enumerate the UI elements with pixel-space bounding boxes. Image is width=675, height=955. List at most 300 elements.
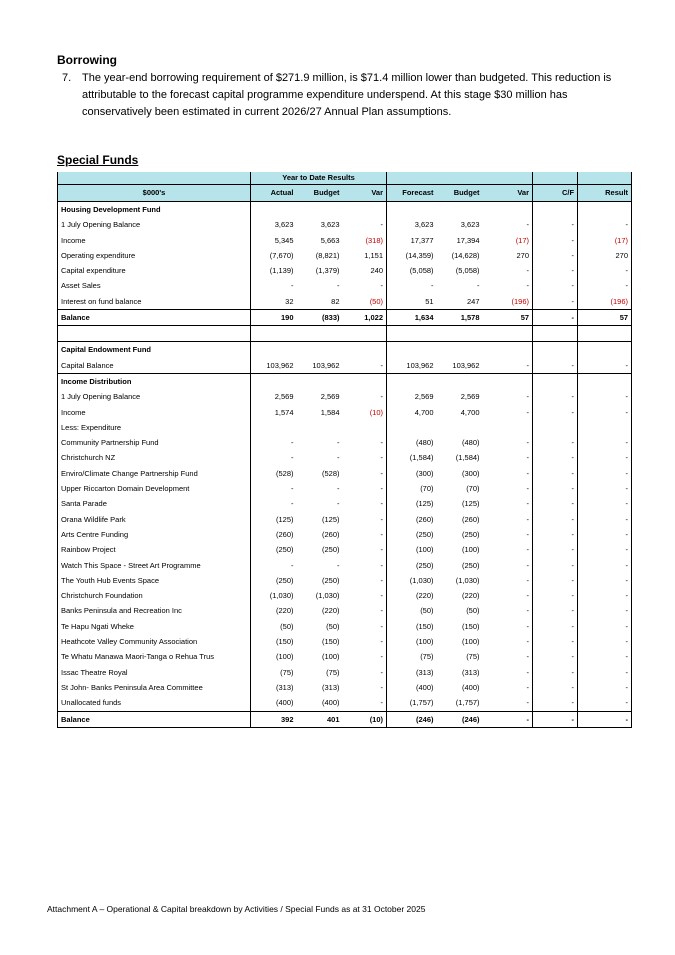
row-value: - <box>578 649 632 664</box>
row-value: - <box>533 481 578 496</box>
item-number: 7. <box>62 72 72 84</box>
row-value: - <box>578 466 632 481</box>
row-value: (250) <box>321 575 340 585</box>
row-value: (75) <box>326 667 340 677</box>
row-label: Asset Sales <box>58 278 251 293</box>
row-value: (1,030) <box>315 591 340 601</box>
table-cell <box>297 373 343 389</box>
row-label: Unallocated funds <box>58 695 251 711</box>
row-value: - <box>578 527 632 542</box>
fund-title: Capital Endowment Fund <box>58 342 251 358</box>
row-value: (250) <box>275 545 294 555</box>
row-value: - <box>533 527 578 542</box>
row-value: - <box>343 573 387 588</box>
table-cell <box>533 326 578 342</box>
row-value: - <box>483 680 533 695</box>
column-header: Budget <box>297 185 343 202</box>
row-label: 1 July Opening Balance <box>58 217 251 232</box>
row-value: (260) <box>321 529 340 539</box>
row-label: Balance <box>58 310 251 326</box>
table-row <box>58 573 632 588</box>
row-value: - <box>483 217 533 232</box>
row-value: 5,663 <box>320 235 340 245</box>
row-value: 240 <box>343 263 387 278</box>
section-label: Less: Expenditure <box>58 420 251 435</box>
row-value: - <box>483 695 533 711</box>
row-value: - <box>291 560 294 570</box>
row-value: - <box>483 496 533 511</box>
row-value: (1,757) <box>455 698 480 708</box>
table-cell <box>483 202 533 218</box>
row-label: Capital Balance <box>58 358 251 374</box>
row-value: (125) <box>462 499 480 509</box>
row-label: Upper Riccarton Domain Development <box>58 481 251 496</box>
row-label: Banks Peninsula and Recreation Inc <box>58 603 251 618</box>
column-header: Var <box>483 185 533 202</box>
table-cell <box>343 373 387 389</box>
column-header: Actual <box>251 185 297 202</box>
row-value: - <box>337 438 340 448</box>
group-header-row <box>58 172 632 185</box>
row-value: - <box>483 278 533 293</box>
row-value: (75) <box>420 652 434 662</box>
table-row <box>58 405 632 420</box>
row-value: 32 <box>285 296 294 306</box>
table-row <box>58 558 632 573</box>
table-row <box>58 481 632 496</box>
special-funds-title: Special Funds <box>57 153 139 167</box>
row-value: (250) <box>416 560 434 570</box>
table-cell <box>437 326 483 342</box>
table-cell <box>251 420 297 435</box>
row-value: - <box>578 450 632 465</box>
section-label: Income Distribution <box>58 373 251 389</box>
row-value: - <box>337 499 340 509</box>
row-value: (1,757) <box>409 698 434 708</box>
table-row <box>58 450 632 465</box>
row-value: 103,962 <box>387 358 437 374</box>
row-value: 82 <box>331 296 340 306</box>
row-value: - <box>533 558 578 573</box>
page-footer: Attachment A – Operational & Capital breakdown by Activities / Special Funds as at 31 October 2025 <box>47 904 426 914</box>
row-value: - <box>337 281 340 291</box>
row-value: 4,700 <box>414 407 434 417</box>
table-cell <box>437 342 483 358</box>
row-value: (318) <box>343 233 387 248</box>
row-label: Issac Theatre Royal <box>58 665 251 680</box>
table-cell <box>578 326 632 342</box>
table-row <box>58 294 632 310</box>
row-value: - <box>533 680 578 695</box>
row-value: - <box>343 527 387 542</box>
row-value: (125) <box>275 514 294 524</box>
row-value: - <box>578 496 632 511</box>
row-value: - <box>343 217 387 232</box>
row-value: - <box>343 680 387 695</box>
row-label: Te Whatu Manawa Maori-Tanga o Rehua Trus <box>58 649 251 664</box>
table-cell <box>578 172 632 185</box>
table-row <box>58 512 632 527</box>
row-value: 270 <box>483 248 533 263</box>
table-cell <box>483 420 533 435</box>
row-value: 3,623 <box>460 220 480 230</box>
table-cell <box>387 326 437 342</box>
row-value: 3,623 <box>274 220 294 230</box>
row-label: Income <box>58 405 251 420</box>
row-value: - <box>343 435 387 450</box>
row-value: 1,578 <box>437 310 483 326</box>
row-value: (125) <box>321 514 340 524</box>
table-cell <box>437 420 483 435</box>
row-value: 17,377 <box>410 235 434 245</box>
row-value: - <box>533 233 578 248</box>
row-value: 4,700 <box>460 407 480 417</box>
table-row <box>58 634 632 649</box>
table-cell <box>251 342 297 358</box>
row-value: - <box>533 649 578 664</box>
row-value: - <box>578 278 632 293</box>
table-row <box>58 466 632 481</box>
table-cell <box>578 342 632 358</box>
row-value: 1,151 <box>343 248 387 263</box>
row-value: - <box>343 496 387 511</box>
row-value: (260) <box>275 529 294 539</box>
row-value: - <box>483 558 533 573</box>
row-value: (260) <box>462 514 480 524</box>
row-value: (125) <box>416 499 434 509</box>
row-value: - <box>578 588 632 603</box>
table-row <box>58 695 632 711</box>
row-value: - <box>483 389 533 404</box>
row-value: (5,058) <box>409 266 434 276</box>
row-value: - <box>533 542 578 557</box>
column-header: Var <box>343 185 387 202</box>
row-value: (220) <box>321 606 340 616</box>
row-value: 57 <box>578 310 632 326</box>
row-value: (250) <box>462 560 480 570</box>
table-cell <box>343 420 387 435</box>
row-value: 57 <box>483 310 533 326</box>
row-value: - <box>483 573 533 588</box>
row-value: - <box>343 358 387 374</box>
row-value: 1,584 <box>320 407 340 417</box>
row-value: (1,030) <box>269 591 294 601</box>
row-value: 103,962 <box>437 358 483 374</box>
row-value: (1,584) <box>455 453 480 463</box>
column-header: $000's <box>58 185 251 202</box>
row-label: Interest on fund balance <box>58 294 251 310</box>
row-value: - <box>578 358 632 374</box>
table-cell <box>437 172 483 185</box>
row-value: (5,058) <box>455 266 480 276</box>
row-label: Enviro/Climate Change Partnership Fund <box>58 466 251 481</box>
row-label: Operating expenditure <box>58 248 251 263</box>
row-value: - <box>291 484 294 494</box>
row-value: - <box>343 649 387 664</box>
table-cell <box>387 420 437 435</box>
row-value: (313) <box>321 682 340 692</box>
row-value: (100) <box>416 637 434 647</box>
row-value: (100) <box>275 652 294 662</box>
row-value: (196) <box>578 294 632 310</box>
row-label: Watch This Space - Street Art Programme <box>58 558 251 573</box>
row-value: - <box>533 217 578 232</box>
less-expenditure-row <box>58 420 632 435</box>
row-value: - <box>578 695 632 711</box>
row-value: (7,670) <box>269 250 294 260</box>
table-row <box>58 680 632 695</box>
table-row <box>58 248 632 263</box>
row-value: (150) <box>416 621 434 631</box>
row-value: - <box>343 695 387 711</box>
row-value: (400) <box>416 682 434 692</box>
table-cell <box>533 342 578 358</box>
table-cell <box>297 326 343 342</box>
row-value: 5,345 <box>274 235 294 245</box>
row-label: St John- Banks Peninsula Area Committee <box>58 680 251 695</box>
row-value: - <box>533 405 578 420</box>
row-value: - <box>533 603 578 618</box>
row-value: - <box>483 649 533 664</box>
table-cell <box>533 172 578 185</box>
table-row <box>58 588 632 603</box>
row-value: - <box>291 438 294 448</box>
row-value: - <box>578 481 632 496</box>
row-value: - <box>533 466 578 481</box>
row-label: Arts Centre Funding <box>58 527 251 542</box>
row-value: 401 <box>297 711 343 727</box>
table-cell <box>343 342 387 358</box>
row-value: - <box>343 481 387 496</box>
row-value: - <box>337 484 340 494</box>
special-funds-table <box>57 172 632 728</box>
row-value: - <box>533 695 578 711</box>
row-value: (400) <box>321 698 340 708</box>
row-value: (1,030) <box>455 575 480 585</box>
table-cell <box>251 373 297 389</box>
group-header: Year to Date Results <box>251 172 387 185</box>
row-value: - <box>291 453 294 463</box>
row-value: - <box>533 711 578 727</box>
table-cell <box>578 420 632 435</box>
row-value: (300) <box>416 468 434 478</box>
row-value: (313) <box>275 682 294 692</box>
row-value: - <box>578 603 632 618</box>
row-value: - <box>337 560 340 570</box>
row-value: - <box>483 619 533 634</box>
table-cell <box>387 342 437 358</box>
row-value: (75) <box>466 652 480 662</box>
row-value: - <box>533 619 578 634</box>
balance-row <box>58 310 632 326</box>
row-value: - <box>343 450 387 465</box>
row-value: 247 <box>467 296 480 306</box>
row-value: (17) <box>578 233 632 248</box>
row-value: - <box>533 588 578 603</box>
row-value: (150) <box>275 637 294 647</box>
row-value: - <box>343 542 387 557</box>
row-label: The Youth Hub Events Space <box>58 573 251 588</box>
row-value: (1,379) <box>315 266 340 276</box>
row-label: Rainbow Project <box>58 542 251 557</box>
row-value: - <box>578 665 632 680</box>
row-value: (250) <box>275 575 294 585</box>
table-cell <box>387 202 437 218</box>
row-value: 2,569 <box>320 392 340 402</box>
table-cell <box>387 172 437 185</box>
row-value: - <box>533 310 578 326</box>
column-header: C/F <box>533 185 578 202</box>
row-value: (8,821) <box>315 250 340 260</box>
table-cell <box>251 326 297 342</box>
row-value: (75) <box>280 667 294 677</box>
row-value: - <box>483 512 533 527</box>
row-value: - <box>578 263 632 278</box>
row-value: (1,584) <box>409 453 434 463</box>
row-label <box>58 326 251 342</box>
table-row <box>58 435 632 450</box>
row-value: (100) <box>462 637 480 647</box>
row-value: (528) <box>275 468 294 478</box>
row-value: - <box>483 466 533 481</box>
row-value: (300) <box>462 468 480 478</box>
row-value: - <box>533 294 578 310</box>
row-value: - <box>483 263 533 278</box>
row-label: Orana Wildlife Park <box>58 512 251 527</box>
row-value: 17,394 <box>456 235 480 245</box>
borrowing-text: The year-end borrowing requirement of $271.9 million, is $71.4 million lower than budgeted. This reduction is attributable to the forecast capital programme expenditure underspend. At this stage $30 million has conservatively been estimated in current 2026/27 Annual Plan assumptions. <box>82 72 612 118</box>
fund-title: Housing Development Fund <box>58 202 251 218</box>
row-value: (70) <box>420 484 434 494</box>
table-cell <box>483 342 533 358</box>
row-value: (10) <box>343 711 387 727</box>
row-value: (833) <box>297 310 343 326</box>
row-value: (246) <box>437 711 483 727</box>
row-value: (50) <box>326 621 340 631</box>
table-row <box>58 649 632 664</box>
row-value: (14,359) <box>405 250 434 260</box>
table-row <box>58 278 632 293</box>
row-value: - <box>483 634 533 649</box>
row-value: - <box>483 665 533 680</box>
row-value: 190 <box>251 310 297 326</box>
row-value: 103,962 <box>251 358 297 374</box>
row-value: (50) <box>420 606 434 616</box>
row-value: - <box>533 573 578 588</box>
row-label: Community Partnership Fund <box>58 435 251 450</box>
column-header: Budget <box>437 185 483 202</box>
table-row <box>58 527 632 542</box>
row-value: (70) <box>466 484 480 494</box>
row-value: (1,139) <box>269 266 294 276</box>
row-value: - <box>291 499 294 509</box>
row-label: Income <box>58 233 251 248</box>
row-value: - <box>337 453 340 463</box>
row-value: 270 <box>578 248 632 263</box>
row-value: - <box>533 248 578 263</box>
table-row <box>58 389 632 404</box>
row-value: 2,569 <box>414 392 434 402</box>
fund-title-row <box>58 342 632 358</box>
row-value: (50) <box>280 621 294 631</box>
row-value: - <box>343 466 387 481</box>
row-value: - <box>578 634 632 649</box>
row-value: 1,022 <box>343 310 387 326</box>
row-value: - <box>533 435 578 450</box>
capital-balance-row <box>58 358 632 374</box>
row-value: - <box>578 680 632 695</box>
row-value: - <box>343 634 387 649</box>
row-value: (196) <box>483 294 533 310</box>
row-label: Christchurch NZ <box>58 450 251 465</box>
table-cell <box>578 373 632 389</box>
row-value: - <box>483 358 533 374</box>
row-value: 103,962 <box>297 358 343 374</box>
table-cell <box>343 326 387 342</box>
row-value: (250) <box>416 529 434 539</box>
row-value: - <box>533 263 578 278</box>
table-row <box>58 496 632 511</box>
row-value: - <box>578 711 632 727</box>
row-value: - <box>343 512 387 527</box>
row-value: - <box>483 481 533 496</box>
row-value: - <box>483 588 533 603</box>
row-value: - <box>578 558 632 573</box>
row-value: (313) <box>416 667 434 677</box>
table-cell <box>297 420 343 435</box>
table-cell <box>578 202 632 218</box>
row-value: - <box>578 217 632 232</box>
row-value: (246) <box>387 711 437 727</box>
row-value: 1,634 <box>387 310 437 326</box>
table-row <box>58 603 632 618</box>
row-value: - <box>343 278 387 293</box>
row-value: (10) <box>343 405 387 420</box>
row-value: (150) <box>321 637 340 647</box>
row-label: Heathcote Valley Community Association <box>58 634 251 649</box>
row-value: - <box>578 512 632 527</box>
row-label: Te Hapu Ngati Wheke <box>58 619 251 634</box>
row-value: (480) <box>462 438 480 448</box>
row-value: (400) <box>275 698 294 708</box>
table-cell <box>343 202 387 218</box>
row-value: - <box>578 405 632 420</box>
table-cell <box>251 202 297 218</box>
column-header: Forecast <box>387 185 437 202</box>
row-value: (480) <box>416 438 434 448</box>
row-value: - <box>533 278 578 293</box>
row-value: (250) <box>321 545 340 555</box>
row-value: (220) <box>416 591 434 601</box>
fund-title-row <box>58 202 632 218</box>
row-value: 51 <box>425 296 434 306</box>
row-value: 3,623 <box>414 220 434 230</box>
row-value: - <box>477 281 480 291</box>
row-value: (14,628) <box>451 250 480 260</box>
row-value: - <box>483 527 533 542</box>
row-label: Santa Parade <box>58 496 251 511</box>
row-label: Balance <box>58 711 251 727</box>
row-value: 2,569 <box>460 392 480 402</box>
table-row <box>58 263 632 278</box>
row-value: - <box>533 496 578 511</box>
row-value: - <box>533 665 578 680</box>
row-value: - <box>533 512 578 527</box>
row-value: - <box>483 405 533 420</box>
table-cell <box>483 172 533 185</box>
row-value: - <box>578 619 632 634</box>
row-value: (528) <box>321 468 340 478</box>
